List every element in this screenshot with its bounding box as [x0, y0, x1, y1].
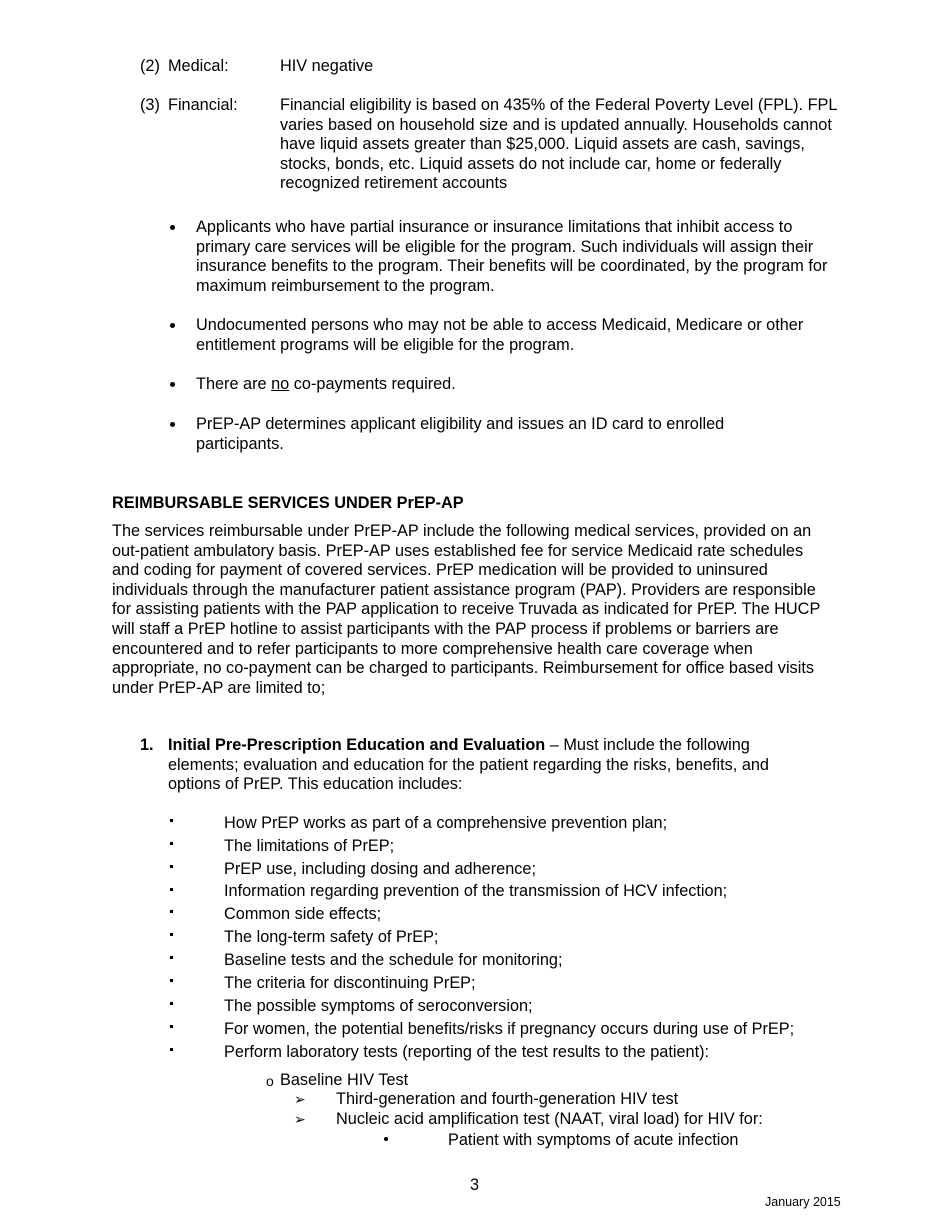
medical-label: Medical: [168, 57, 229, 75]
education-item: The possible symptoms of seroconversion; [224, 997, 533, 1015]
education-item: Information regarding prevention of the transmission of HCV infection; [224, 882, 728, 900]
bullet-dot [170, 382, 175, 387]
baseline-hiv-test: Baseline HIV Test [280, 1071, 409, 1089]
lab-item-naat: Nucleic acid amplification test (NAAT, viral load) for HIV for: [336, 1110, 763, 1128]
bullet-dot [384, 1137, 388, 1141]
square-bullet [170, 1002, 173, 1005]
square-bullet [170, 842, 173, 845]
copay-pre: There are [196, 375, 272, 393]
education-item: How PrEP works as part of a comprehensive prevention plan; [224, 814, 668, 832]
arrow-bullet-icon: ➢ [294, 1111, 306, 1127]
education-item: Common side effects; [224, 905, 382, 923]
item-number: 1. [140, 736, 154, 754]
circle-bullet-icon: o [266, 1073, 274, 1089]
item-initial-education [168, 736, 808, 795]
square-bullet [170, 1025, 173, 1028]
bullet-copayments [196, 375, 836, 395]
medical-value: HIV negative [280, 57, 374, 75]
square-bullet [170, 910, 173, 913]
financial-value: Financial eligibility is based on 435% of the Federal Poverty Level (FPL). FPL varies based on household size and is updated annually. Households cannot have liquid assets greater than $25,000. Liquid assets are cash, savings, stocks, bonds, etc. Liquid assets do not include car, home or federally recognized retirement accounts [280, 96, 837, 193]
bullet-dot [170, 422, 175, 427]
education-item: The criteria for discontinuing PrEP; [224, 974, 476, 992]
square-bullet [170, 1048, 173, 1051]
education-item: For women, the potential benefits/risks if pregnancy occurs during use of PrEP; [224, 1020, 795, 1038]
bullet-id-card: PrEP-AP determines applicant eligibility and issues an ID card to enrolled participants. [196, 415, 725, 453]
education-item: Baseline tests and the schedule for monitoring; [224, 951, 563, 969]
medical-number: (2) [140, 57, 160, 75]
section-paragraph: The services reimbursable under PrEP-AP include the following medical services, provided on an out-patient ambulatory basis. PrEP-AP uses established fee for service Medicaid rate schedules and coding for payment of covered services. PrEP medication will be provided to uninsured individuals through the manufacturer patient assistance program (PAP). Providers are responsible for assisting patients with the PAP application to receive Truvada as indicated for PrEP. The HUCP will staff a PrEP hotline to assist participants with the PAP process if problems or barriers are encountered and to refer participants to more comprehensive health care coverage when appropriate, no co-payment can be charged to participants. Reimbursement for office based visits under PrEP-AP are limited to; [112, 522, 821, 697]
education-item: Perform laboratory tests (reporting of the test results to the patient): [224, 1043, 710, 1061]
financial-number: (3) [140, 96, 160, 114]
education-item: The long-term safety of PrEP; [224, 928, 439, 946]
bullet-dot [170, 225, 175, 230]
education-item: PrEP use, including dosing and adherence; [224, 860, 536, 878]
square-bullet [170, 865, 173, 868]
item-title: Initial Pre-Prescription Education and Evaluation [168, 736, 546, 754]
square-bullet [170, 933, 173, 936]
footer-date: January 2015 [765, 1195, 841, 1209]
bullet-dot [170, 323, 175, 328]
arrow-bullet-icon: ➢ [294, 1091, 306, 1107]
bullet-partial-insurance: Applicants who have partial insurance or insurance limitations that inhibit access to primary care services will be eligible for the program. Such individuals will assign their insurance benefits to the program. Their benefits will be coordinated, by the program for maximum reimbursement to the program. [196, 218, 828, 295]
square-bullet [170, 956, 173, 959]
section-heading: REIMBURSABLE SERVICES UNDER PrEP-AP [112, 494, 464, 512]
financial-label: Financial: [168, 96, 238, 114]
copay-no: no [271, 375, 290, 393]
square-bullet [170, 819, 173, 822]
bullet-undocumented: Undocumented persons who may not be able to access Medicaid, Medicare or other entitlement programs will be eligible for the program. [196, 316, 804, 354]
square-bullet [170, 979, 173, 982]
lab-subitem-acute: Patient with symptoms of acute infection [448, 1131, 739, 1149]
lab-item-generation-test: Third-generation and fourth-generation HIV test [336, 1090, 679, 1108]
square-bullet [170, 888, 173, 891]
item-text: – Must include the following elements; evaluation and education for the patient regarding the risks, benefits, and options of PrEP. This education includes: [168, 736, 769, 794]
copay-post: co-payments required. [289, 375, 456, 393]
education-item: The limitations of PrEP; [224, 837, 395, 855]
page-number: 3 [470, 1176, 480, 1194]
